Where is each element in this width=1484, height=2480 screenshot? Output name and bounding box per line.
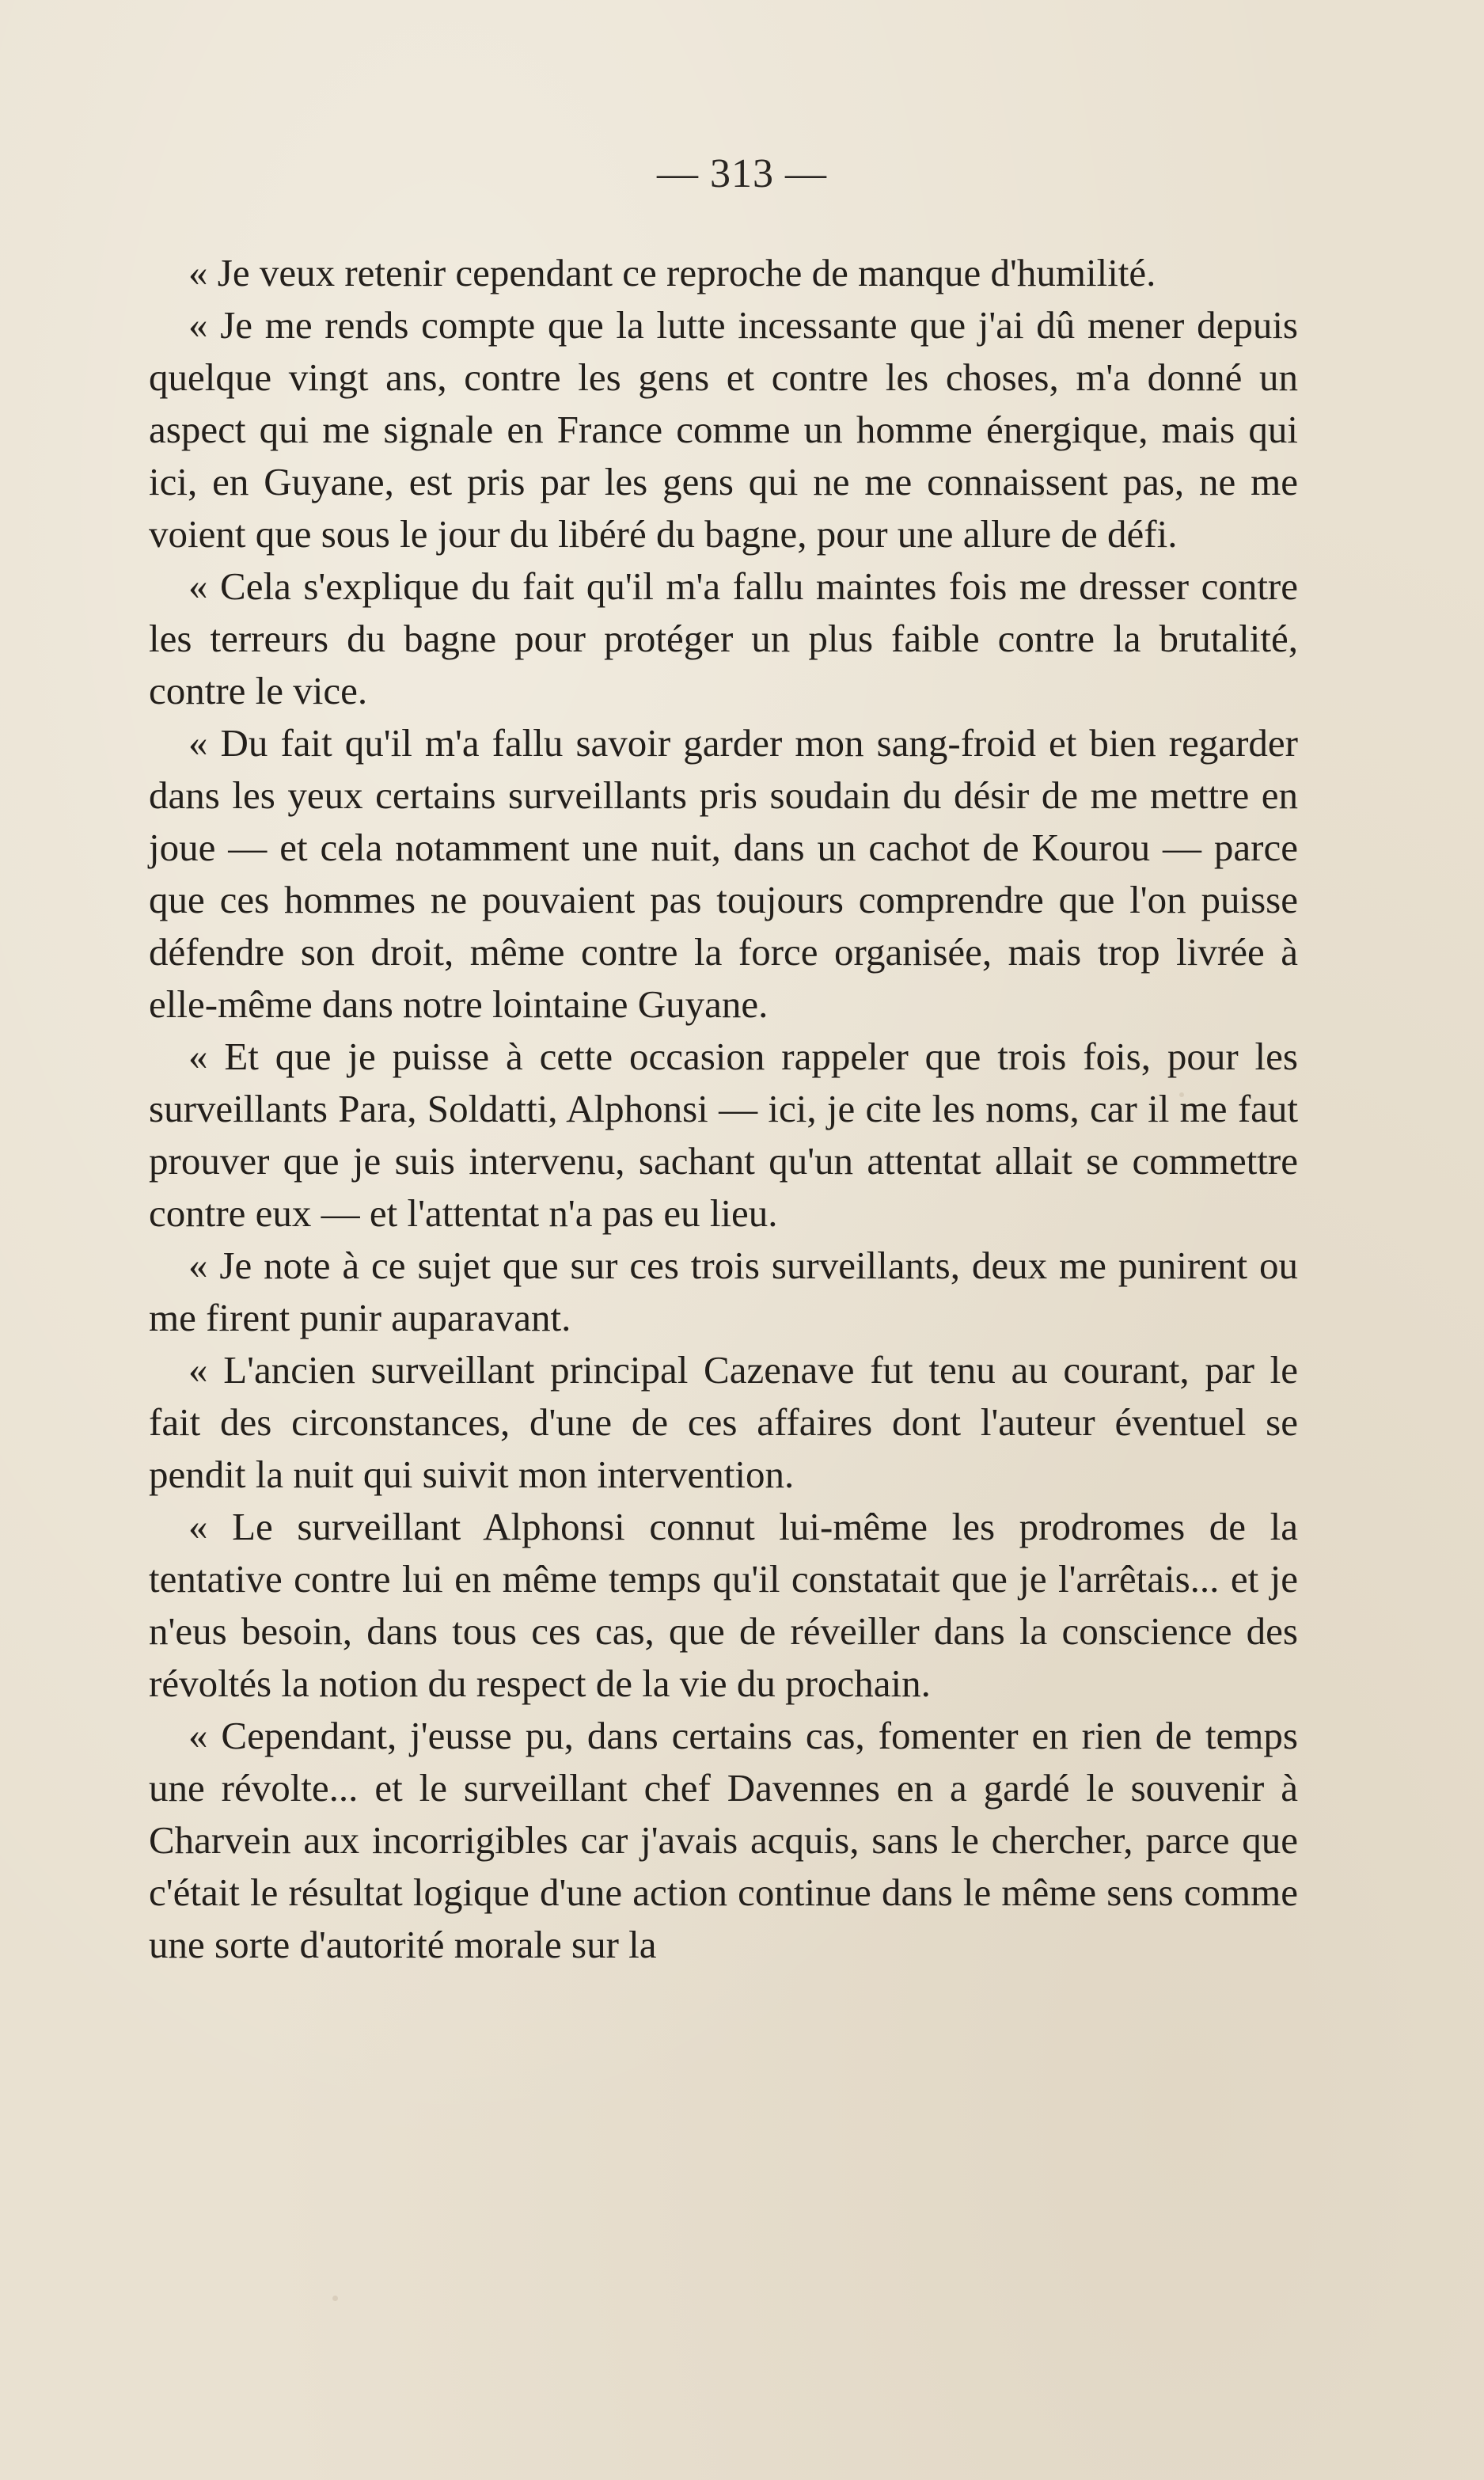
paragraph: « Je note à ce sujet que sur ces trois surveillants, deux me punirent ou me firent punir auparavant. <box>149 1244 1298 1339</box>
paper-speck <box>332 2296 338 2301</box>
paragraph: « Du fait qu'il m'a fallu savoir garder mon sang-froid et bien regarder dans les yeux certains surveillants pris soudain du désir de me mettre en joue — et cela notamment une nuit, dans un cachot de Kourou — parce que ces hommes ne pouvaient pas toujours comprendre que l'on puisse défendre son droit, même contre la force organisée, mais trop livrée à elle-même dans notre lointaine Guyane. <box>149 721 1298 1026</box>
paragraph: « Cela s'explique du fait qu'il m'a fallu maintes fois me dresser contre les terreurs du bagne pour protéger un plus faible contre la brutalité, contre le vice. <box>149 564 1298 712</box>
paragraph: « Et que je puisse à cette occasion rappeler que trois fois, pour les surveillants Para, Soldatti, Alphonsi — ici, je cite les noms, car il me faut prouver que je suis intervenu, sachant qu'un attentat allait se commettre contre eux — et l'attentat n'a pas eu lieu. <box>149 1035 1298 1235</box>
paragraph: « Je veux retenir cependant ce reproche de manque d'humilité. <box>188 251 1156 294</box>
body-text <box>149 247 1298 1971</box>
paragraph: « L'ancien surveillant principal Cazenave fut tenu au courant, par le fait des circonstances, d'une de ces affaires dont l'auteur éventuel se pendit la nuit qui suivit mon intervention. <box>149 1348 1298 1496</box>
paragraph: « Le surveillant Alphonsi connut lui-même les prodromes de la tentative contre lui en même temps qu'il constatait que je l'arrêtais... et je n'eus besoin, dans tous ces cas, que de réveiller dans la conscience des révoltés la notion du respect de la vie du prochain. <box>149 1505 1298 1705</box>
paragraph: « Je me rends compte que la lutte incessante que j'ai dû mener depuis quelque vingt ans, contre les gens et contre les choses, m'a donné un aspect qui me signale en France comme un homme énergique, mais qui ici, en Guyane, est pris par les gens qui ne me connaissent pas, ne me voient que sous le jour du libéré du bagne, pour une allure de défi. <box>149 303 1298 556</box>
page-number: — 313 — <box>657 151 827 196</box>
paragraph: « Cependant, j'eusse pu, dans certains cas, fomenter en rien de temps une révolte... et le surveillant chef Davennes en a gardé le souvenir à Charvein aux incorrigibles car j'avais acquis, sans le chercher, parce que c'était le résultat logique d'une action continue dans le même sens comme une sorte d'autorité morale sur la <box>149 1714 1298 1966</box>
